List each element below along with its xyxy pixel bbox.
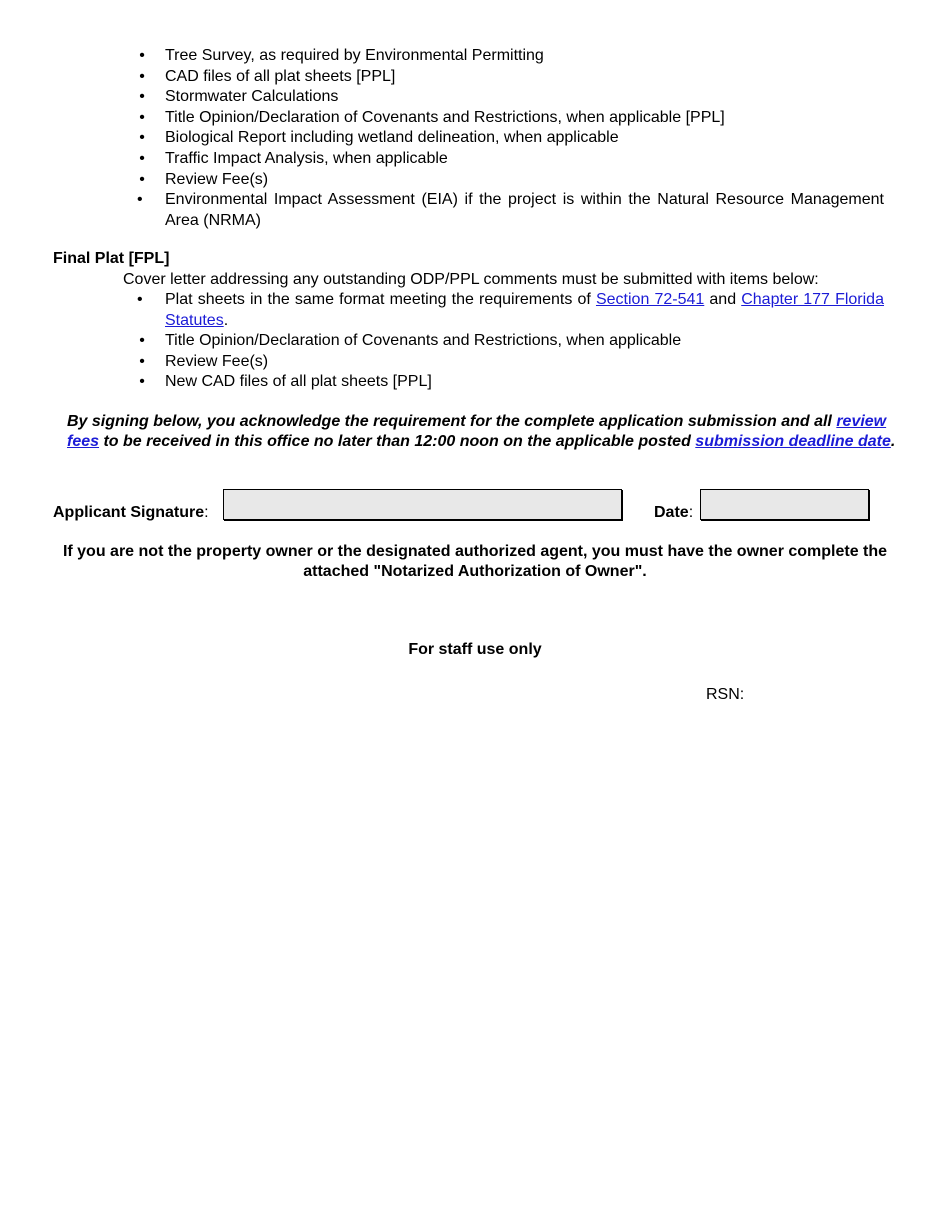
submission-deadline-link[interactable]: submission deadline date xyxy=(695,433,891,451)
review-fees-link[interactable]: review fees xyxy=(67,413,887,451)
list-item xyxy=(137,372,884,393)
applicant-signature-label xyxy=(53,503,209,524)
list-item-text: Environmental Impact Assessment (EIA) if the project is within the Natural Resource Management Area (NRMA) xyxy=(165,191,884,229)
list-item xyxy=(137,87,884,108)
date-label-text: Date xyxy=(654,504,689,521)
final-plat-heading: Final Plat [FPL] xyxy=(53,250,170,267)
list-item xyxy=(137,128,884,149)
list-item-text: Review Fee(s) xyxy=(165,352,269,370)
list-item xyxy=(137,46,884,67)
list-item xyxy=(137,331,884,352)
list-item xyxy=(137,190,884,231)
bullet: • xyxy=(139,129,145,147)
list-item-text: Traffic Impact Analysis, when applicable xyxy=(165,149,448,167)
date-label xyxy=(654,503,693,524)
bullet: • xyxy=(139,47,145,64)
list-item-text: Title Opinion/Declaration of Covenants and Restrictions, when applicable xyxy=(165,332,682,350)
plat-sheets-text: Plat sheets in the same format meeting the requirements of xyxy=(165,291,596,308)
list-item-text: Title Opinion/Declaration of Covenants and Restrictions, when applicable [PPL] xyxy=(165,108,725,126)
acknowledgement-statement xyxy=(67,412,901,453)
list-item-text: CAD files of all plat sheets [PPL] xyxy=(165,67,396,85)
list-item xyxy=(137,290,884,331)
ack-text-part2: to be received in this office no later than 12:00 noon on the applicable posted xyxy=(99,433,696,451)
date-field[interactable] xyxy=(700,489,869,520)
list-item xyxy=(137,170,884,191)
staff-use-heading: For staff use only xyxy=(408,641,542,658)
list-item-text xyxy=(165,291,884,329)
list-item-text: Tree Survey, as required by Environmental Permitting xyxy=(165,47,544,64)
cover-letter-instruction: Cover letter addressing any outstanding ODP/PPL comments must be submitted with items below: xyxy=(123,271,819,288)
owner-authorization-notice: If you are not the property owner or the designated authorized agent, you must have the owner complete the attached "Notarized Authorization of Owner". xyxy=(62,543,888,580)
chapter-177-link[interactable]: Chapter 177 Florida Statutes xyxy=(165,291,884,329)
rsn-label: RSN: xyxy=(706,686,745,703)
bullet: • xyxy=(139,373,145,391)
applicant-signature-field[interactable] xyxy=(223,489,622,520)
list-item xyxy=(137,67,884,88)
list-item xyxy=(137,108,884,129)
applicant-signature-label-text: Applicant Signature xyxy=(53,504,205,521)
list-item xyxy=(137,352,884,373)
colon: : xyxy=(204,504,209,521)
bullet: • xyxy=(137,291,143,308)
list-item-text: New CAD files of all plat sheets [PPL] xyxy=(165,373,432,391)
bullet: • xyxy=(139,108,145,126)
bullet: • xyxy=(139,352,145,370)
bullet: • xyxy=(139,88,145,106)
bullet: • xyxy=(139,149,145,167)
list-item-text: Stormwater Calculations xyxy=(165,88,339,106)
colon: : xyxy=(688,504,694,521)
and-text: and xyxy=(704,291,742,308)
final-plat-items-list xyxy=(137,290,884,393)
ack-text-part3: . xyxy=(890,433,896,451)
bullet: • xyxy=(137,191,143,209)
ack-text-part1: By signing below, you acknowledge the requirement for the complete application submission and all xyxy=(67,413,837,430)
bullet: • xyxy=(139,67,145,85)
list-item-text: Review Fee(s) xyxy=(165,170,269,188)
list-item xyxy=(137,149,884,170)
bullet: • xyxy=(139,332,145,350)
required-items-list xyxy=(137,46,884,231)
section-72-541-link[interactable]: Section 72-541 xyxy=(595,291,705,308)
bullet: • xyxy=(139,170,145,188)
period-text: . xyxy=(223,311,229,329)
list-item-text: Biological Report including wetland delineation, when applicable xyxy=(165,129,619,147)
